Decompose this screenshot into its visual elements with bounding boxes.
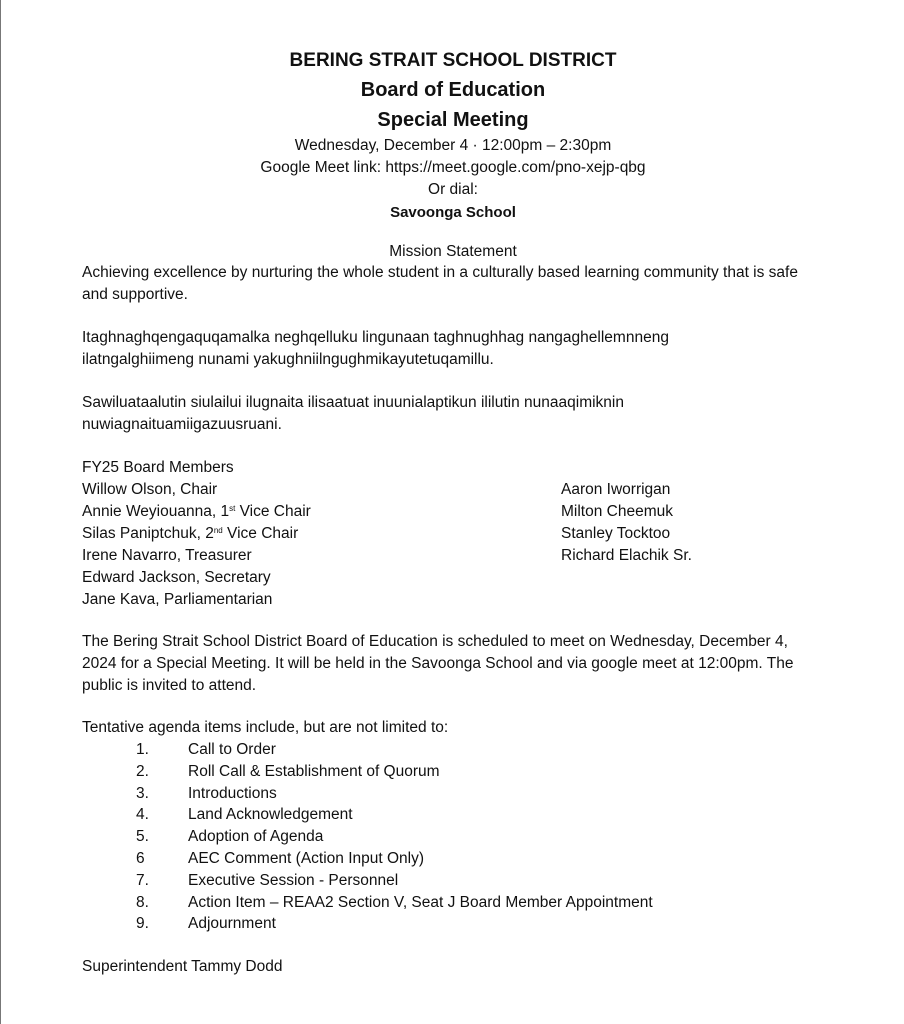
notice-line: The Bering Strait School District Board of Education is scheduled to meet on Wednesday, December 4, bbox=[82, 633, 788, 650]
mission-inupiaq bbox=[82, 392, 827, 436]
board-member: Willow Olson, Chair bbox=[82, 481, 218, 498]
mission-inupiaq-line: nuwiagnaituamiigazuusruani. bbox=[82, 416, 282, 433]
agenda-item-number: 6 bbox=[136, 849, 145, 867]
agenda-item bbox=[82, 761, 842, 783]
notice-line: public is invited to attend. bbox=[82, 677, 257, 694]
agenda-item bbox=[82, 913, 842, 935]
meeting-notice bbox=[82, 631, 872, 697]
meeting-type: Special Meeting bbox=[377, 109, 529, 131]
meeting-location: Savoonga School bbox=[390, 204, 516, 221]
agenda-item-number: 1. bbox=[136, 741, 149, 758]
board-members-heading: FY25 Board Members bbox=[82, 459, 234, 476]
board-member: Annie Weyiouanna, 1st Vice Chair bbox=[82, 503, 311, 520]
agenda-item-number: 2. bbox=[136, 762, 149, 780]
agenda-item bbox=[82, 783, 842, 805]
mission-english: Achieving excellence by nurturing the whole student in a culturally based learning community that is safe and supportive. bbox=[82, 264, 798, 303]
board-member: Richard Elachik Sr. bbox=[561, 547, 692, 564]
dial-label: Or dial: bbox=[428, 181, 478, 198]
agenda-item bbox=[82, 892, 842, 914]
agenda-item-text: Adoption of Agenda bbox=[188, 828, 324, 846]
agenda-intro: Tentative agenda items include, but are not limited to: bbox=[82, 719, 449, 736]
board-members-right bbox=[561, 479, 861, 567]
meeting-datetime: Wednesday, December 4 · 12:00pm – 2:30pm bbox=[294, 137, 612, 154]
agenda-item bbox=[82, 826, 842, 848]
agenda-item-text: AEC Comment (Action Input Only) bbox=[188, 849, 425, 867]
board-members-left bbox=[82, 457, 482, 611]
board-member: Milton Cheemuk bbox=[561, 503, 673, 520]
agenda-item-text: Call to Order bbox=[188, 741, 276, 758]
agenda-item bbox=[82, 870, 842, 892]
notice-line: 2024 for a Special Meeting. It will be held in the Savoonga School and via google meet at 12:00pm. The bbox=[82, 655, 794, 672]
agenda-item bbox=[82, 848, 842, 870]
board-name: Board of Education bbox=[360, 79, 546, 101]
board-member: Jane Kava, Parliamentarian bbox=[82, 591, 273, 608]
board-member: Silas Paniptchuk, 2nd Vice Chair bbox=[82, 525, 299, 542]
board-member: Stanley Tocktoo bbox=[561, 525, 671, 542]
superintendent-signature: Superintendent Tammy Dodd bbox=[82, 958, 283, 975]
agenda-item-text: Executive Session - Personnel bbox=[188, 871, 399, 889]
agenda-item bbox=[82, 804, 842, 826]
mission-title: Mission Statement bbox=[389, 243, 517, 260]
agenda-item-number: 8. bbox=[136, 893, 149, 911]
board-member: Irene Navarro, Treasurer bbox=[82, 547, 252, 564]
agenda-item-text: Roll Call & Establishment of Quorum bbox=[188, 762, 440, 780]
agenda-item-number: 3. bbox=[136, 784, 149, 802]
meeting-header bbox=[1, 46, 904, 224]
mission-yupik bbox=[82, 327, 827, 371]
agenda-item-text: Adjournment bbox=[188, 915, 276, 933]
agenda-item bbox=[82, 739, 842, 761]
agenda-item-text: Land Acknowledgement bbox=[188, 806, 353, 824]
agenda-item-number: 5. bbox=[136, 828, 149, 846]
agenda-item-text: Action Item – REAA2 Section V, Seat J Board Member Appointment bbox=[188, 893, 653, 911]
meet-link: Google Meet link: https://meet.google.com/pno-xejp-qbg bbox=[260, 159, 646, 176]
board-member: Aaron Iworrigan bbox=[561, 481, 671, 498]
agenda-item-number: 7. bbox=[136, 871, 149, 889]
mission-yupik-line: ilatngalghiimeng nunami yakughniilngughmikayutetuqamillu. bbox=[82, 351, 494, 368]
agenda-item-text: Introductions bbox=[188, 784, 277, 802]
agenda-item-number: 9. bbox=[136, 915, 149, 933]
mission-yupik-line: Itaghnaghqengaquqamalka neghqelluku lingunaan taghnughhag nangaghellemnneng bbox=[82, 329, 669, 346]
agenda-item-number: 4. bbox=[136, 806, 149, 824]
board-member: Edward Jackson, Secretary bbox=[82, 569, 271, 586]
agenda-list bbox=[82, 717, 842, 935]
mission-inupiaq-line: Sawiluataalutin siulailui ilugnaita ilisaatuat inuunialaptikun ililutin nunaaqimiknin bbox=[82, 394, 624, 411]
district-name: BERING STRAIT SCHOOL DISTRICT bbox=[289, 50, 617, 71]
